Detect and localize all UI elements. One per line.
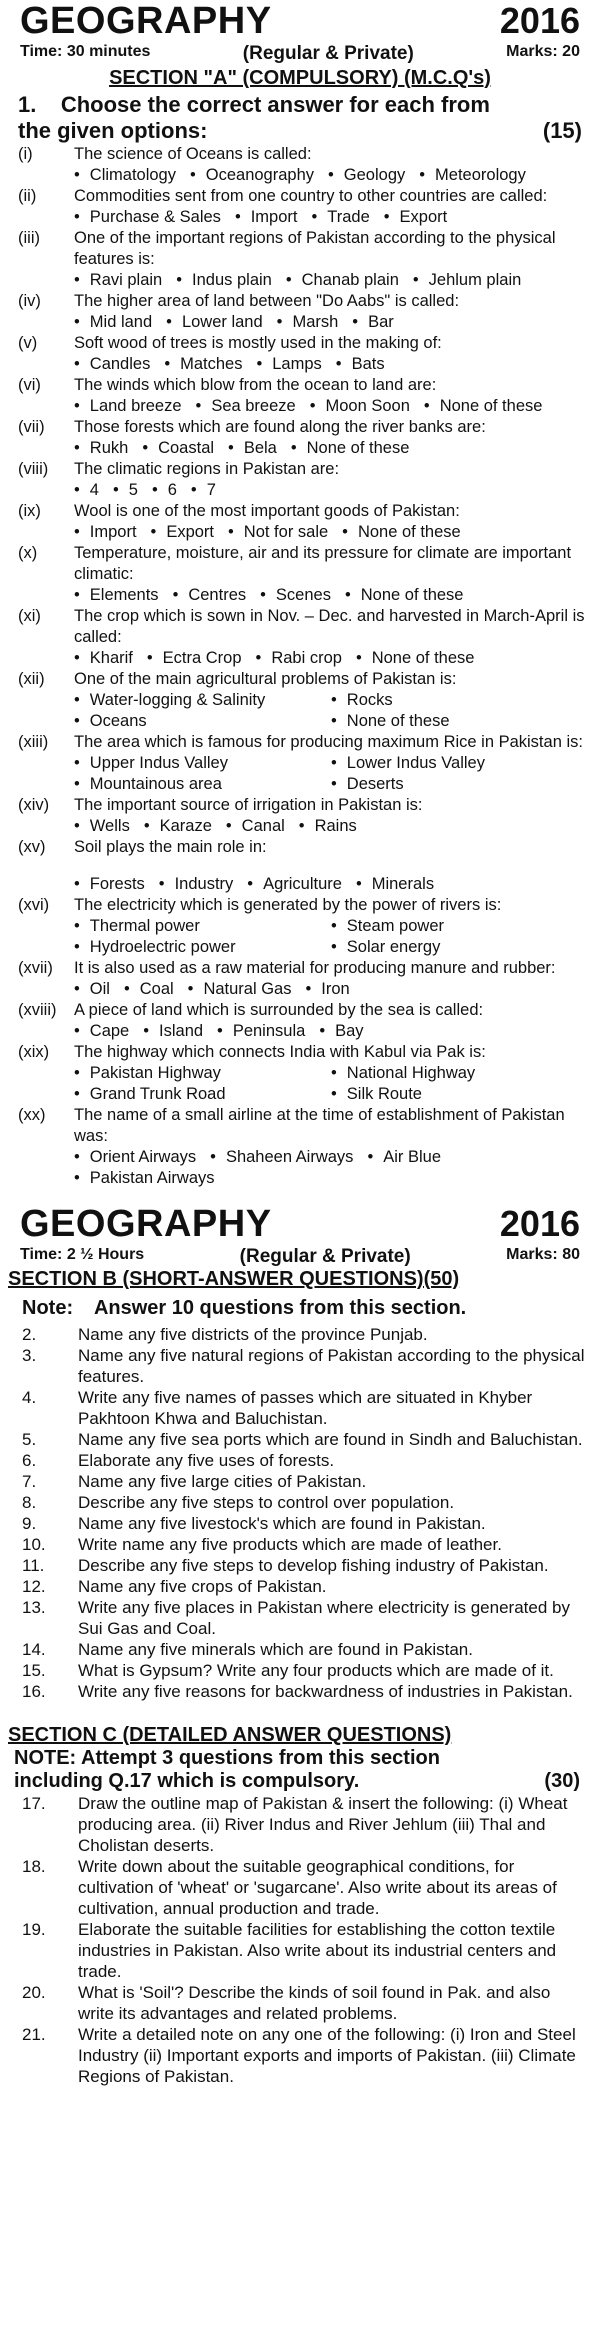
mcq-option: • 7: [191, 480, 216, 501]
question-number: 12.: [22, 1577, 46, 1596]
long-question: [0, 1982, 600, 2024]
mcq-question-row: [0, 732, 600, 753]
mcq-options: [0, 165, 600, 186]
mcq-option: • Lower land: [166, 312, 263, 333]
paper-meta: [0, 43, 600, 65]
question-number: 13.: [22, 1598, 46, 1617]
short-question: [0, 1555, 600, 1576]
mcq-option: • Meteorology: [419, 165, 526, 186]
subject-title: GEOGRAPHY: [20, 1203, 272, 1245]
short-question: [0, 1576, 600, 1597]
mcq-option: • Iron: [306, 979, 350, 1000]
question-number: 10.: [22, 1535, 46, 1554]
total-marks: Marks: 80: [506, 1246, 580, 1263]
mcq-option: • 4: [74, 480, 99, 501]
question-text: Write down about the suitable geographical conditions, for cultivation of 'wheat' or 'sugarcane'. Also write about its areas of cultivation, annual production and trade.: [78, 1857, 557, 1918]
mcq-question-row: [0, 1000, 600, 1021]
mcq-options: [0, 753, 600, 795]
question-number: (ix): [18, 502, 41, 520]
mcq-option: • Matches: [164, 354, 242, 375]
mcq-option: • Agriculture: [247, 874, 342, 895]
mcq-question-row: [0, 895, 600, 916]
question-text: the given options:: [18, 118, 208, 143]
mcq-option: • Moon Soon: [310, 396, 410, 417]
question-text: Name any five large cities of Pakistan.: [78, 1472, 367, 1491]
mcq-option: • Centres: [173, 585, 247, 606]
mcq-option: • None of these: [342, 522, 461, 543]
short-question: [0, 1681, 600, 1702]
mcq-question-row: [0, 501, 600, 522]
short-question: [0, 1345, 600, 1387]
question-1-line1: [0, 92, 600, 118]
question-number: (xi): [18, 607, 41, 625]
long-question-list: [0, 1793, 600, 2087]
mcq-question-row: [0, 543, 600, 585]
short-question: [0, 1513, 600, 1534]
mcq-item: [0, 291, 600, 333]
mcq-question-row: [0, 333, 600, 354]
question-text: The electricity which is generated by the power of rivers is:: [74, 896, 502, 914]
mcq-item: [0, 186, 600, 228]
question-number: (xvi): [18, 896, 50, 914]
mcq-option: • Pakistan Airways: [74, 1168, 215, 1189]
mcq-option: • Candles: [74, 354, 150, 375]
mcq-option: • Geology: [328, 165, 405, 186]
mcq-options: [0, 270, 600, 291]
short-question-list: [0, 1324, 600, 1702]
mcq-option: • Trade: [311, 207, 369, 228]
time-allowed: Time: 30 minutes: [20, 43, 151, 60]
mcq-options: [0, 816, 600, 837]
mcq-options: [0, 916, 600, 958]
question-number: (i): [18, 145, 33, 163]
mcq-option: • Not for sale: [228, 522, 328, 543]
mcq-option: • Solar energy: [331, 937, 574, 958]
mcq-options: [0, 207, 600, 228]
mcq-question-row: [0, 837, 600, 858]
mcq-question-row: [0, 795, 600, 816]
mcq-option: • Ectra Crop: [147, 648, 242, 669]
question-text: The winds which blow from the ocean to land are:: [74, 376, 437, 394]
mcq-option: • Chanab plain: [286, 270, 399, 291]
mcq-option: • Silk Route: [331, 1084, 574, 1105]
question-text: The science of Oceans is called:: [74, 145, 312, 163]
mcq-question-row: [0, 669, 600, 690]
question-text: Name any five sea ports which are found in Sindh and Baluchistan.: [78, 1430, 583, 1449]
mcq-option: • Import: [74, 522, 137, 543]
mcq-option: • Thermal power: [74, 916, 317, 937]
mcq-option: • Oceans: [74, 711, 317, 732]
question-number: (v): [18, 334, 38, 352]
mcq-item: [0, 417, 600, 459]
question-text: Name any five crops of Pakistan.: [78, 1577, 327, 1596]
mcq-options: [0, 648, 600, 669]
question-number: (x): [18, 544, 38, 562]
question-number: (iv): [18, 292, 41, 310]
question-number: 18.: [22, 1857, 46, 1876]
mcq-question-row: [0, 228, 600, 270]
question-text: Write a detailed note on any one of the following: (i) Iron and Steel Industry (ii) Important exports and imports of Pakistan. (iii) Climate Regions of Pakistan.: [78, 2025, 576, 2086]
mcq-option: • Mountainous area: [74, 774, 317, 795]
mcq-option: • Marsh: [277, 312, 339, 333]
short-question: [0, 1597, 600, 1639]
question-text: The important source of irrigation in Pakistan is:: [74, 796, 423, 814]
question-text: Choose the correct answer for each from: [60, 92, 490, 117]
mcq-option: • Elements: [74, 585, 159, 606]
question-text: The highway which connects India with Kabul via Pak is:: [74, 1043, 486, 1061]
mcq-question-row: [0, 1042, 600, 1063]
question-text: It is also used as a raw material for producing manure and rubber:: [74, 959, 556, 977]
mcq-item: [0, 1042, 600, 1105]
mcq-options: [0, 1063, 600, 1105]
question-number: 19.: [22, 1920, 46, 1939]
mcq-option: • None of these: [345, 585, 464, 606]
section-b-note: [0, 1297, 600, 1320]
question-text: Write name any five products which are made of leather.: [78, 1535, 502, 1554]
question-number: 16.: [22, 1682, 46, 1701]
question-text: Commodities sent from one country to other countries are called:: [74, 187, 548, 205]
mcq-option: • Climatology: [74, 165, 176, 186]
mcq-options: [0, 979, 600, 1000]
paper-meta: [0, 1246, 600, 1268]
question-number: (xvii): [18, 959, 53, 977]
mcq-question-row: [0, 1105, 600, 1147]
question-number: (xiii): [18, 733, 49, 751]
question-text: A piece of land which is surrounded by the sea is called:: [74, 1001, 484, 1019]
paper-header: [0, 0, 600, 43]
question-number: 11.: [22, 1556, 45, 1575]
mcq-option: • Orient Airways: [74, 1147, 196, 1168]
question-text: Elaborate the suitable facilities for establishing the cotton textile industries in Pakistan. Also write about its industrial centers and trade.: [78, 1920, 557, 1981]
question-marks: (15): [542, 118, 582, 143]
short-question: [0, 1387, 600, 1429]
mcq-option: • Bay: [319, 1021, 363, 1042]
question-number: 8.: [22, 1493, 37, 1512]
spacer: [0, 858, 600, 874]
question-number: 9.: [22, 1514, 37, 1533]
mcq-item: [0, 895, 600, 958]
mcq-option: • Oceanography: [190, 165, 314, 186]
question-1-line2: [0, 118, 600, 144]
mcq-option: • Cape: [74, 1021, 129, 1042]
question-number: (xx): [18, 1106, 46, 1124]
question-number: (iii): [18, 229, 40, 247]
long-question: [0, 1793, 600, 1856]
question-number: (xv): [18, 838, 46, 856]
mcq-options: [0, 1147, 600, 1189]
mcq-item: [0, 1105, 600, 1189]
mcq-option: • Coastal: [142, 438, 214, 459]
mcq-options: [0, 1021, 600, 1042]
mcq-option: • Canal: [226, 816, 285, 837]
question-text: Soft wood of trees is mostly used in the making of:: [74, 334, 442, 352]
mcq-item: [0, 837, 600, 895]
mcq-option: • Bela: [228, 438, 277, 459]
mcq-option: • Scenes: [260, 585, 331, 606]
mcq-options: [0, 438, 600, 459]
mcq-options: [0, 312, 600, 333]
mcq-option: • 6: [152, 480, 177, 501]
mcq-option: • Karaze: [144, 816, 212, 837]
question-number: (xii): [18, 670, 45, 688]
short-question: [0, 1534, 600, 1555]
mcq-item: [0, 732, 600, 795]
exam-type: (Regular & Private): [239, 1246, 411, 1267]
mcq-question-row: [0, 186, 600, 207]
question-text: Write any five places in Pakistan where electricity is generated by Sui Gas and Coal.: [78, 1598, 570, 1638]
short-question: [0, 1471, 600, 1492]
short-question: [0, 1639, 600, 1660]
question-text: One of the main agricultural problems of Pakistan is:: [74, 670, 457, 688]
mcq-option: • Peninsula: [217, 1021, 305, 1042]
question-text: The name of a small airline at the time of establishment of Pakistan was:: [74, 1106, 565, 1145]
question-number: (vii): [18, 418, 45, 436]
mcq-options: [0, 585, 600, 606]
question-text: Describe any five steps to control over population.: [78, 1493, 455, 1512]
mcq-option: • Steam power: [331, 916, 574, 937]
time-allowed: Time: 2 ½ Hours: [20, 1246, 145, 1263]
mcq-option: • Indus plain: [176, 270, 272, 291]
question-text: The crop which is sown in Nov. – Dec. and harvested in March-April is called:: [74, 607, 585, 646]
mcq-option: • Lamps: [256, 354, 321, 375]
mcq-item: [0, 333, 600, 375]
mcq-question-row: [0, 417, 600, 438]
mcq-option: • Upper Indus Valley: [74, 753, 317, 774]
question-text: Describe any five steps to develop fishing industry of Pakistan.: [78, 1556, 549, 1575]
mcq-option: • Pakistan Highway: [74, 1063, 317, 1084]
question-text: Elaborate any five uses of forests.: [78, 1451, 335, 1470]
mcq-list: [0, 144, 600, 1189]
mcq-options: [0, 354, 600, 375]
mcq-question-row: [0, 375, 600, 396]
note-label: Note:: [22, 1297, 74, 1319]
mcq-option: • Industry: [159, 874, 233, 895]
total-marks: Marks: 20: [506, 43, 580, 60]
question-number: 3.: [22, 1346, 37, 1365]
mcq-option: • Grand Trunk Road: [74, 1084, 317, 1105]
question-text: Name any five districts of the province Punjab.: [78, 1325, 428, 1344]
question-number: (viii): [18, 460, 49, 478]
question-text: Soil plays the main role in:: [74, 838, 267, 856]
long-question: [0, 2024, 600, 2087]
question-number: (vi): [18, 376, 41, 394]
mcq-option: • Purchase & Sales: [74, 207, 221, 228]
exam-type: (Regular & Private): [242, 43, 414, 64]
mcq-option: • Forests: [74, 874, 145, 895]
paper-header: [0, 1203, 600, 1246]
mcq-option: • Oil: [74, 979, 110, 1000]
question-text: The higher area of land between "Do Aabs" is called:: [74, 292, 460, 310]
mcq-option: • 5: [113, 480, 138, 501]
mcq-options: [0, 874, 600, 895]
mcq-item: [0, 543, 600, 606]
question-text: Wool is one of the most important goods of Pakistan:: [74, 502, 460, 520]
mcq-option: • Bats: [336, 354, 385, 375]
question-number: 1.: [18, 92, 37, 117]
mcq-option: • Deserts: [331, 774, 574, 795]
mcq-option: • Kharif: [74, 648, 133, 669]
question-text: Write any five reasons for backwardness of industries in Pakistan.: [78, 1682, 573, 1701]
question-text: Draw the outline map of Pakistan & insert the following: (i) Wheat producing area. (ii) River Indus and River Jehlum (iii) Thal and Cholistan deserts.: [78, 1794, 568, 1855]
mcq-item: [0, 375, 600, 417]
mcq-option: • Natural Gas: [188, 979, 292, 1000]
mcq-option: • Mid land: [74, 312, 152, 333]
mcq-options: [0, 522, 600, 543]
mcq-option: • None of these: [291, 438, 410, 459]
mcq-option: • Air Blue: [367, 1147, 441, 1168]
question-text: The climatic regions in Pakistan are:: [74, 460, 340, 478]
question-number: 15.: [22, 1661, 46, 1680]
mcq-question-row: [0, 291, 600, 312]
short-question: [0, 1450, 600, 1471]
mcq-option: • Hydroelectric power: [74, 937, 317, 958]
mcq-option: • Bar: [352, 312, 393, 333]
question-number: (xix): [18, 1043, 50, 1061]
mcq-item: [0, 1000, 600, 1042]
mcq-option: • Minerals: [356, 874, 434, 895]
mcq-question-row: [0, 144, 600, 165]
note-line: including Q.17 which is compulsory.: [14, 1770, 360, 1792]
mcq-question-row: [0, 459, 600, 480]
question-number: (xiv): [18, 796, 50, 814]
mcq-item: [0, 795, 600, 837]
question-text: One of the important regions of Pakistan according to the physical features is:: [74, 229, 556, 268]
subject-title: GEOGRAPHY: [20, 0, 272, 42]
mcq-question-row: [0, 958, 600, 979]
question-text: Those forests which are found along the river banks are:: [74, 418, 486, 436]
mcq-option: • Jehlum plain: [413, 270, 521, 291]
mcq-item: [0, 228, 600, 291]
year: 2016: [499, 0, 580, 41]
mcq-option: • None of these: [356, 648, 475, 669]
mcq-option: • Coal: [124, 979, 174, 1000]
section-b-title: SECTION B (SHORT-ANSWER QUESTIONS)(50): [8, 1268, 460, 1290]
mcq-option: • Export: [384, 207, 447, 228]
short-question: [0, 1660, 600, 1681]
question-number: 17.: [22, 1794, 46, 1813]
question-number: 6.: [22, 1451, 37, 1470]
paper-b: [0, 1203, 600, 2087]
short-question: [0, 1492, 600, 1513]
question-number: 5.: [22, 1430, 37, 1449]
mcq-option: • Lower Indus Valley: [331, 753, 574, 774]
question-text: What is 'Soil'? Describe the kinds of soil found in Pak. and also write its advantages and related problems.: [78, 1983, 551, 2023]
question-number: 4.: [22, 1388, 37, 1407]
mcq-option: • Wells: [74, 816, 130, 837]
mcq-option: • Rukh: [74, 438, 128, 459]
question-text: Name any five natural regions of Pakistan according to the physical features.: [78, 1346, 585, 1386]
mcq-option: • Import: [235, 207, 298, 228]
section-c-title: SECTION C (DETAILED ANSWER QUESTIONS): [8, 1724, 452, 1746]
long-question: [0, 1856, 600, 1919]
note-text: Answer 10 questions from this section.: [93, 1297, 467, 1319]
mcq-option: • None of these: [331, 711, 574, 732]
short-question: [0, 1429, 600, 1450]
section-a-title: SECTION "A" (COMPULSORY) (M.C.Q's): [109, 67, 491, 89]
mcq-option: • Rains: [299, 816, 357, 837]
mcq-option: • Rocks: [331, 690, 574, 711]
question-text: Name any five livestock's which are found in Pakistan.: [78, 1514, 486, 1533]
question-number: 20.: [22, 1983, 46, 2002]
question-text: Write any five names of passes which are situated in Khyber Pakhtoon Khwa and Baluchistan.: [78, 1388, 533, 1428]
question-text: The area which is famous for producing maximum Rice in Pakistan is:: [74, 733, 583, 751]
question-number: 7.: [22, 1472, 37, 1491]
mcq-options: [0, 690, 600, 732]
mcq-question-row: [0, 606, 600, 648]
mcq-option: • Shaheen Airways: [210, 1147, 353, 1168]
mcq-item: [0, 144, 600, 186]
mcq-option: • None of these: [424, 396, 543, 417]
mcq-option: • Island: [143, 1021, 203, 1042]
question-number: 2.: [22, 1325, 37, 1344]
mcq-option: • Land breeze: [74, 396, 182, 417]
mcq-item: [0, 669, 600, 732]
question-number: 21.: [22, 2025, 46, 2044]
mcq-option: • Water-logging & Salinity: [74, 690, 317, 711]
mcq-options: [0, 480, 600, 501]
question-number: (xviii): [18, 1001, 57, 1019]
mcq-option: • National Highway: [331, 1063, 574, 1084]
short-question: [0, 1324, 600, 1345]
mcq-item: [0, 958, 600, 1000]
note-line: NOTE: Attempt 3 questions from this section: [14, 1747, 440, 1769]
long-question: [0, 1919, 600, 1982]
mcq-option: • Sea breeze: [196, 396, 296, 417]
mcq-option: • Rabi crop: [256, 648, 342, 669]
question-text: What is Gypsum? Write any four products which are made of it.: [78, 1661, 554, 1680]
question-text: Name any five minerals which are found in Pakistan.: [78, 1640, 473, 1659]
year: 2016: [499, 1203, 580, 1244]
question-text: Temperature, moisture, air and its pressure for climate are important climatic:: [74, 544, 572, 583]
mcq-item: [0, 606, 600, 669]
mcq-item: [0, 501, 600, 543]
question-number: (ii): [18, 187, 37, 205]
question-number: 14.: [22, 1640, 46, 1659]
mcq-option: • Export: [151, 522, 214, 543]
section-marks: (30): [544, 1770, 580, 1792]
mcq-options: [0, 396, 600, 417]
mcq-item: [0, 459, 600, 501]
section-c-note: [0, 1747, 600, 1793]
mcq-option: • Ravi plain: [74, 270, 162, 291]
